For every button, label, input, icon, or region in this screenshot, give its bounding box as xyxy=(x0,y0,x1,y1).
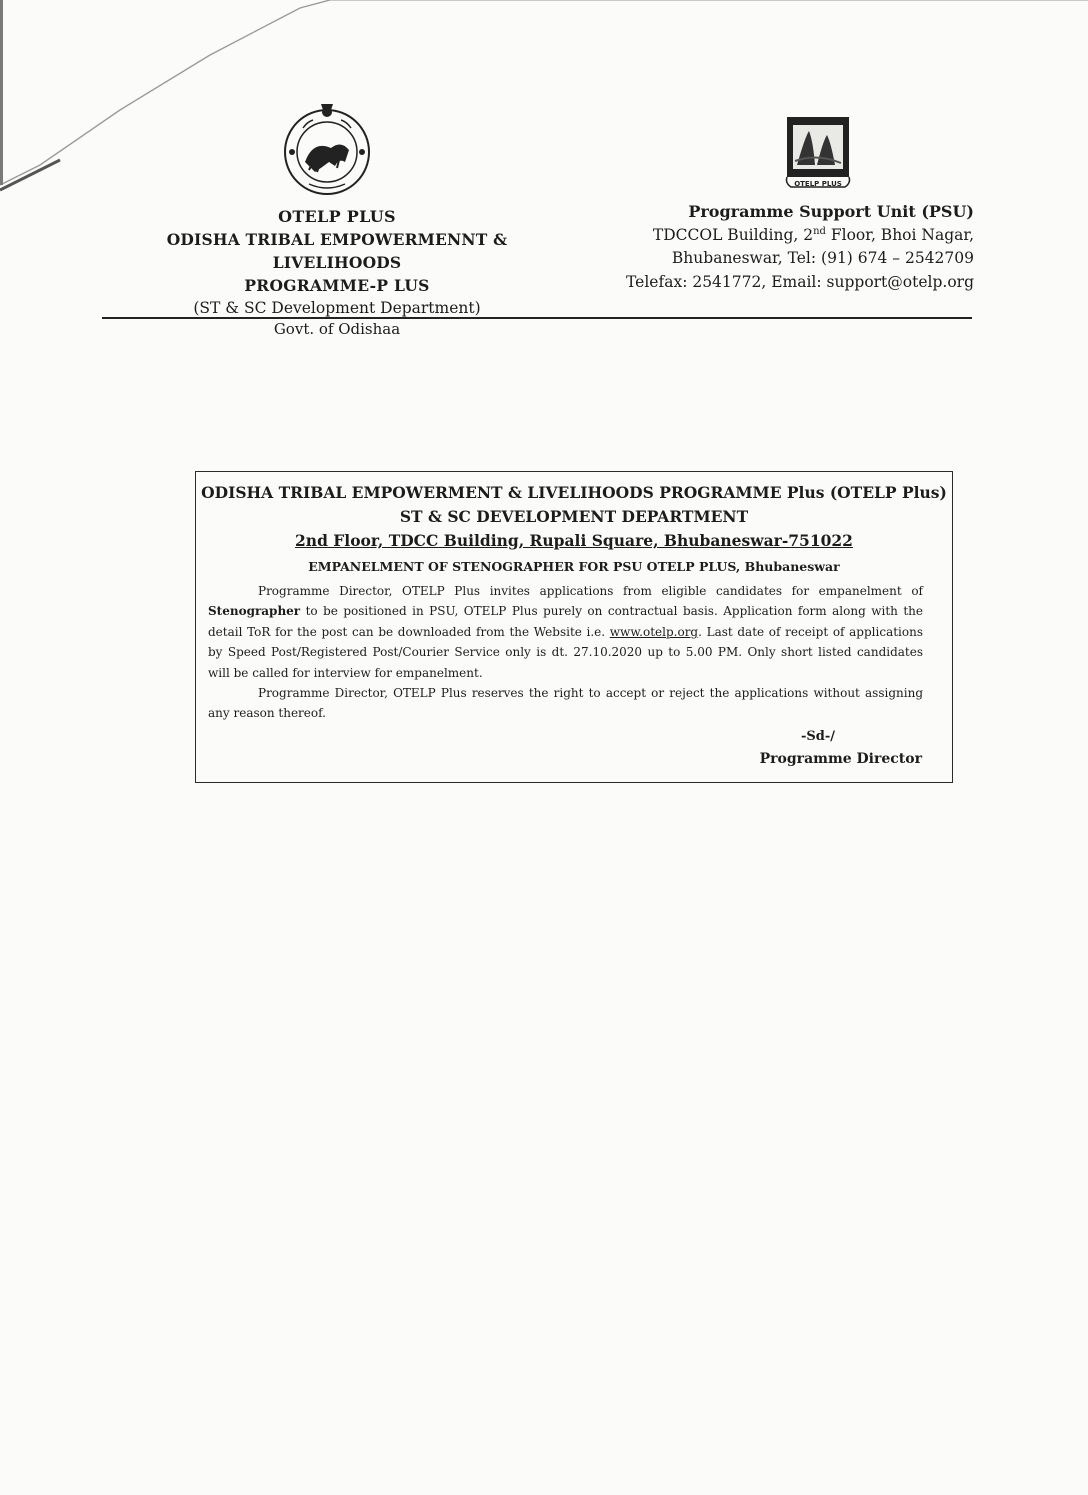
website-link[interactable]: www.otelp.org xyxy=(609,624,699,639)
header-divider xyxy=(102,317,972,319)
advertisement-notice xyxy=(195,471,953,783)
logo-text: OTELP PLUS xyxy=(794,180,842,188)
signatory-designation: Programme Director xyxy=(759,751,922,767)
psu-fax-email: Telefax: 2541772, Email: support@otelp.org xyxy=(626,272,974,291)
signature-mark: -Sd-/ xyxy=(800,729,835,744)
org-full-name: ODISHA TRIBAL EMPOWERMENNT & LIVELIHOODS xyxy=(166,230,508,272)
notice-paragraph-2: Programme Director, OTELP Plus reserves the right to accept or reject the applications without assigning any reason thereof. xyxy=(208,686,923,721)
notice-department: ST & SC DEVELOPMENT DEPARTMENT xyxy=(399,507,749,526)
org-short-name: OTELP PLUS xyxy=(278,207,396,226)
notice-address: 2nd Floor, TDCC Building, Rupali Square, Bhubaneswar-751022 xyxy=(295,531,853,550)
psu-title: Programme Support Unit (PSU) xyxy=(688,202,974,221)
otelp-plus-logo-icon xyxy=(783,115,853,193)
org-department: (ST & SC Development Department) xyxy=(193,299,481,317)
psu-phone: Bhubaneswar, Tel: (91) 674 – 2542709 xyxy=(671,249,974,267)
notice-subject: EMPANELMENT OF STENOGRAPHER FOR PSU OTELP PLUS, Bhubaneswar xyxy=(308,559,840,574)
notice-paragraph-1: Programme Director, OTELP Plus invites applications from eligible candidates for empanelment of Stenographer to be positioned in PSU, OTELP Plus purely on contractual basis. Application form along with the detail ToR for the post can be downloaded from the Website i.e. www.otelp.org. Last date of receipt of applications by Speed Post/Registered Post/Courier Service only is dt. 27.10.2020 up to 5.00 PM. Only short listed candidates will be called for interview for empanelment. xyxy=(208,584,923,680)
post-name: Stenographer xyxy=(208,604,301,619)
odisha-state-emblem-icon xyxy=(281,98,373,198)
header-contact-block xyxy=(590,200,974,294)
notice-body xyxy=(208,581,923,724)
psu-building: TDCCOL Building, 2nd Floor, Bhoi Nagar, xyxy=(652,225,974,244)
org-government: Govt. of Odishaa xyxy=(273,320,401,338)
scan-edge-artifact xyxy=(0,0,1088,200)
notice-title: ODISHA TRIBAL EMPOWERMENT & LIVELIHOODS PROGRAMME Plus (OTELP Plus) xyxy=(201,483,947,502)
org-programme-name: PROGRAMME-P LUS xyxy=(244,276,430,295)
